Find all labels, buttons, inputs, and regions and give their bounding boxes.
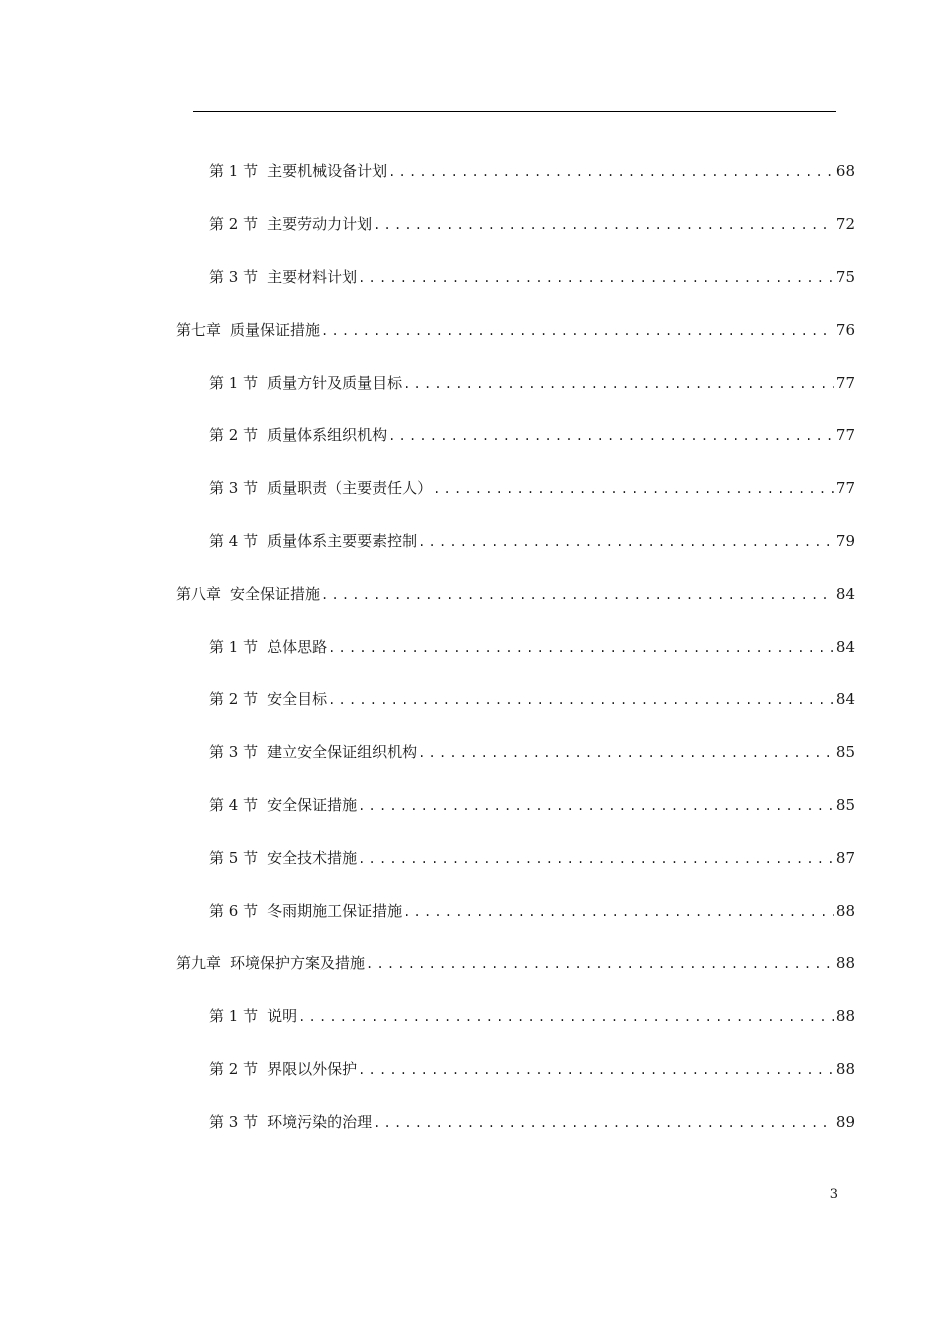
toc-entry-number: 第 6 节 <box>209 901 259 920</box>
toc-entry-title: 说明 <box>267 1007 298 1026</box>
toc-entry-page: 85 <box>835 795 855 814</box>
toc-entry[interactable] <box>0 673 950 726</box>
dot-leader <box>433 479 834 499</box>
toc-entry-title: 安全目标 <box>267 690 328 709</box>
toc-entry-page: 76 <box>835 320 855 339</box>
toc-entry-title: 总体思路 <box>267 637 328 656</box>
dot-leader <box>358 796 834 816</box>
toc-entry-number: 第 2 节 <box>209 426 259 445</box>
toc-entry-title: 质量保证措施 <box>230 320 321 339</box>
toc-entry[interactable] <box>0 409 950 462</box>
toc-entry-page: 87 <box>835 848 855 867</box>
toc-entry-title: 主要机械设备计划 <box>267 162 388 181</box>
toc-entry[interactable] <box>0 145 950 198</box>
dot-leader <box>328 638 834 658</box>
toc-entry-title: 主要劳动力计划 <box>267 215 373 234</box>
toc-entry-number: 第 1 节 <box>209 162 259 181</box>
toc-entry-title: 冬雨期施工保证措施 <box>267 901 403 920</box>
toc-entry-title: 建立安全保证组织机构 <box>267 743 418 762</box>
toc-entry-number: 第 4 节 <box>209 531 259 550</box>
toc-entry-page: 84 <box>835 637 855 656</box>
toc-entry-number: 第 1 节 <box>209 373 259 392</box>
toc-entry[interactable] <box>0 1095 950 1148</box>
dot-leader <box>403 902 834 922</box>
toc-entry-title: 质量体系组织机构 <box>267 426 388 445</box>
toc-entry-page: 88 <box>835 901 855 920</box>
toc-entry-title: 安全保证措施 <box>267 795 358 814</box>
toc-chapter-entry[interactable] <box>0 567 950 620</box>
toc-entry-title: 安全技术措施 <box>267 848 358 867</box>
toc-entry[interactable] <box>0 356 950 409</box>
dot-leader <box>358 1060 834 1080</box>
dot-leader <box>388 162 834 182</box>
toc-entry-page: 88 <box>835 1059 855 1078</box>
toc-entry-page: 89 <box>835 1112 855 1131</box>
toc-entry[interactable] <box>0 251 950 304</box>
toc-entry-number: 第九章 <box>176 954 222 973</box>
toc-entry-page: 72 <box>835 215 855 234</box>
toc-entry-number: 第 3 节 <box>209 479 259 498</box>
toc-entry-number: 第 1 节 <box>209 637 259 656</box>
toc-entry-title: 环境保护方案及措施 <box>230 954 366 973</box>
toc-entry-page: 77 <box>835 373 855 392</box>
toc-entry-page: 75 <box>835 267 855 286</box>
toc-entry-number: 第七章 <box>176 320 222 339</box>
toc-entry-number: 第 5 节 <box>209 848 259 867</box>
dot-leader <box>418 532 834 552</box>
toc-entry-page: 68 <box>835 162 855 181</box>
toc-entry-page: 85 <box>835 743 855 762</box>
toc-entry-number: 第 3 节 <box>209 1112 259 1131</box>
toc-entry-number: 第 1 节 <box>209 1007 259 1026</box>
toc-entry-title: 质量体系主要要素控制 <box>267 531 418 550</box>
toc-entry[interactable] <box>0 620 950 673</box>
toc-entry-page: 77 <box>835 479 855 498</box>
toc-entry[interactable] <box>0 990 950 1043</box>
header-rule <box>193 111 836 112</box>
dot-leader <box>388 426 834 446</box>
toc-entry-title: 质量职责（主要责任人） <box>267 479 433 498</box>
toc-entry-number: 第八章 <box>176 584 222 603</box>
dot-leader <box>403 374 834 394</box>
dot-leader <box>366 954 834 974</box>
toc-entry-page: 79 <box>835 531 855 550</box>
toc-entry-page: 84 <box>835 584 855 603</box>
dot-leader <box>298 1007 834 1027</box>
table-of-contents <box>0 145 950 1148</box>
dot-leader <box>321 585 834 605</box>
toc-entry[interactable] <box>0 726 950 779</box>
toc-entry-title: 安全保证措施 <box>230 584 321 603</box>
toc-entry-number: 第 2 节 <box>209 215 259 234</box>
toc-entry-page: 88 <box>835 1007 855 1026</box>
toc-entry-title: 质量方针及质量目标 <box>267 373 403 392</box>
page-number: 3 <box>829 1187 838 1202</box>
dot-leader <box>321 321 834 341</box>
toc-entry-page: 77 <box>835 426 855 445</box>
toc-chapter-entry[interactable] <box>0 303 950 356</box>
dot-leader <box>358 268 834 288</box>
toc-entry-number: 第 2 节 <box>209 690 259 709</box>
toc-entry-page: 88 <box>835 954 855 973</box>
dot-leader <box>373 1113 834 1133</box>
toc-entry-number: 第 2 节 <box>209 1059 259 1078</box>
toc-entry[interactable] <box>0 831 950 884</box>
toc-entry-number: 第 3 节 <box>209 267 259 286</box>
toc-entry-number: 第 4 节 <box>209 795 259 814</box>
dot-leader <box>328 690 834 710</box>
toc-entry[interactable] <box>0 462 950 515</box>
dot-leader <box>373 215 834 235</box>
toc-entry-number: 第 3 节 <box>209 743 259 762</box>
toc-entry[interactable] <box>0 515 950 568</box>
toc-chapter-entry[interactable] <box>0 937 950 990</box>
toc-entry-page: 84 <box>835 690 855 709</box>
dot-leader <box>358 849 834 869</box>
toc-entry-title: 界限以外保护 <box>267 1059 358 1078</box>
toc-entry[interactable] <box>0 198 950 251</box>
toc-entry[interactable] <box>0 779 950 832</box>
toc-entry-title: 环境污染的治理 <box>267 1112 373 1131</box>
dot-leader <box>418 743 834 763</box>
toc-entry-title: 主要材料计划 <box>267 267 358 286</box>
toc-entry[interactable] <box>0 1043 950 1096</box>
toc-entry[interactable] <box>0 884 950 937</box>
